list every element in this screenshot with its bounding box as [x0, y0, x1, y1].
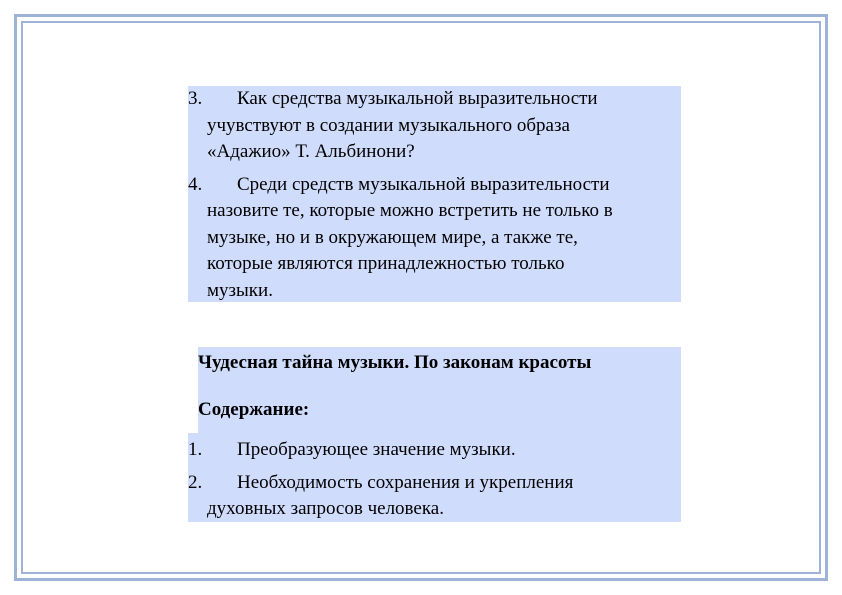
item-line: Необходимость сохранения и укрепления [237, 471, 574, 493]
item-line: «Адажио» Т. Альбинони? [207, 141, 415, 162]
item-line: которые являются принадлежностью только [207, 253, 565, 274]
list-item [188, 470, 681, 523]
item-line: учувствуют в создании музыкального образа [207, 114, 570, 136]
item-line: музыки. [207, 279, 273, 301]
list-item [188, 86, 681, 166]
item-number: 2. [188, 471, 203, 493]
item-number: 4. [188, 173, 203, 195]
item-number: 3. [188, 88, 203, 109]
item-line: Преобразующее значение музыки. [237, 439, 516, 460]
item-line: назовите те, которые можно встретить не только в [207, 200, 613, 221]
item-line: духовных запросов человека. [207, 498, 444, 519]
item-line: Среди средств музыкальной выразительности [237, 173, 610, 195]
contents-block [188, 433, 681, 522]
section-title: Чудесная тайна музыки. По законам красоты [198, 352, 592, 373]
item-number: 1. [188, 439, 203, 460]
item-line: музыке, но и в окружающем мире, а также те, [207, 226, 578, 248]
item-line: Как средства музыкальной выразительности [237, 88, 598, 109]
list-item [188, 172, 681, 305]
section-header-block [198, 347, 681, 433]
questions-block [188, 86, 681, 302]
contents-label: Содержание: [198, 398, 310, 420]
list-item [188, 433, 681, 464]
